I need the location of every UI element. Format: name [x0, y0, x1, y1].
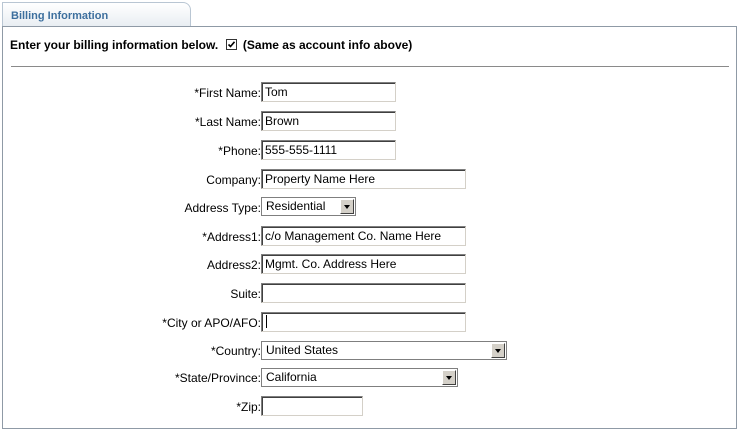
- address2-label: Address2:: [206, 258, 261, 272]
- checkmark-icon: [227, 40, 236, 49]
- last-name-field[interactable]: Brown: [261, 111, 396, 131]
- company-field[interactable]: Property Name Here: [261, 169, 466, 189]
- divider: [11, 66, 729, 67]
- country-value: United States: [266, 343, 339, 357]
- country-label: *Country:: [210, 344, 261, 358]
- last-name-label: *Last Name:: [194, 115, 261, 129]
- address-type-label: Address Type:: [184, 201, 261, 215]
- city-field[interactable]: [261, 312, 466, 332]
- chevron-down-icon[interactable]: [491, 343, 505, 358]
- address-type-value: Residential: [266, 199, 326, 213]
- suite-label: Suite:: [230, 287, 261, 301]
- zip-label: *Zip:: [236, 400, 261, 414]
- intro-row: [10, 38, 412, 52]
- first-name-field[interactable]: Tom: [261, 82, 396, 102]
- phone-field[interactable]: 555-555-1111: [261, 140, 396, 160]
- chevron-down-icon[interactable]: [340, 199, 354, 214]
- suite-field[interactable]: [261, 283, 466, 303]
- state-value: California: [266, 370, 317, 384]
- tab-billing-information[interactable]: [2, 2, 191, 27]
- same-as-account-checkbox[interactable]: [226, 39, 237, 50]
- address1-label: *Address1:: [202, 230, 261, 244]
- city-label: *City or APO/AFO:: [162, 316, 261, 330]
- address-type-select[interactable]: [261, 197, 356, 216]
- intro-text: Enter your billing information below.: [10, 38, 219, 52]
- country-select[interactable]: [261, 341, 507, 360]
- first-name-label: *First Name:: [194, 86, 261, 100]
- state-label: *State/Province:: [174, 371, 261, 385]
- text-caret: [266, 315, 267, 328]
- zip-field[interactable]: [261, 396, 363, 416]
- same-as-account-label: (Same as account info above): [242, 38, 413, 52]
- chevron-down-icon[interactable]: [442, 370, 456, 385]
- state-select[interactable]: [261, 368, 458, 387]
- phone-label: *Phone:: [218, 144, 261, 158]
- address2-field[interactable]: Mgmt. Co. Address Here: [261, 254, 466, 274]
- company-label: Company:: [206, 173, 261, 187]
- tab-label: Billing Information: [11, 10, 109, 22]
- address1-field[interactable]: c/o Management Co. Name Here: [261, 226, 466, 246]
